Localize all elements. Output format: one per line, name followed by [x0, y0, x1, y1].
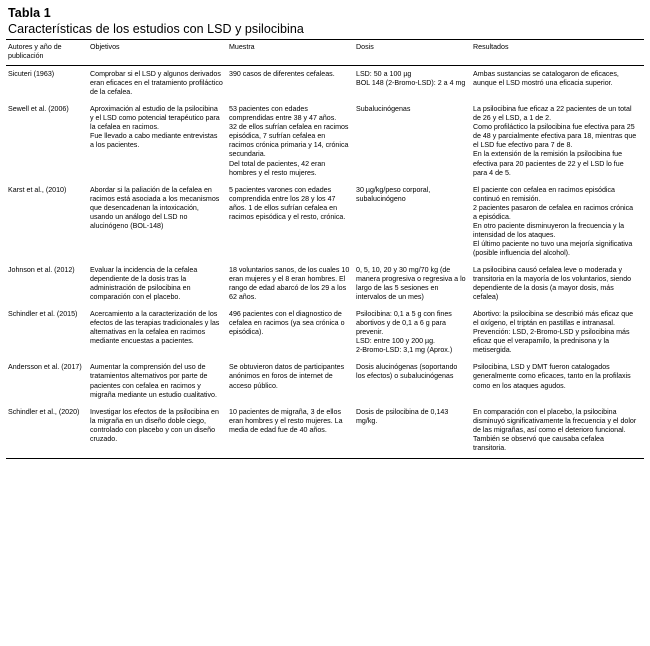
text-line: Andersson et al. (2017): [8, 363, 82, 372]
cell-objectives: [90, 101, 229, 181]
cell-results-text: [473, 70, 638, 88]
cell-results: [473, 101, 644, 181]
text-line: BOL 148 (2-Bromo-LSD): 2 a 4 mg: [356, 79, 466, 88]
text-line: 30 µg/kg/peso corporal, subalucinógeno: [356, 185, 431, 203]
cell-dose-text: [356, 186, 467, 204]
text-line: Prevención: LSD, 2-Bromo-LSD y psilocibina más eficaz que el verapamilo, la prednisona y la metisergida.: [473, 328, 630, 355]
text-line: En comparación con el placebo, la psilocibina disminuyó significativamente la frecuencia y el dolor de las migrañas, así como el deterioro funcional.: [473, 407, 637, 434]
cell-dose: [356, 66, 473, 102]
cell-results: [473, 66, 644, 102]
cell-sample: [229, 359, 356, 403]
table-row: [6, 101, 644, 181]
cell-objectives: [90, 66, 229, 102]
cell-results-text: [473, 266, 638, 302]
text-line: Del total de pacientes, 42 eran hombres y el resto mujeres.: [229, 159, 326, 177]
text-line: 2-Bromo-LSD: 3,1 mg (Aprox.): [356, 346, 453, 355]
table-row: [6, 404, 644, 459]
cell-dose: [356, 182, 473, 262]
text-line: Dosis de psilocibina de 0,143 mg/kg.: [356, 407, 449, 425]
cell-results-text: [473, 186, 638, 258]
text-line: 5 pacientes varones con edades comprendida entre los 28 y los 47 años. 1 de ellos sufrían cefalea en racimos episódica y el resto, crónica.: [229, 185, 346, 221]
text-line: Karst et al., (2010): [8, 185, 67, 194]
cell-dose: [356, 359, 473, 403]
cell-sample: [229, 306, 356, 359]
cell-authors: [6, 359, 90, 403]
cell-dose: [356, 101, 473, 181]
text-line: La psilocibina fue eficaz a 22 pacientes de un total de 26 y el LSD, a 1 de 2.: [473, 105, 632, 123]
text-line: Sicuteri (1963): [8, 70, 55, 79]
table-row: [6, 262, 644, 306]
text-line: Evaluar la incidencia de la cefalea dependiente de la dosis tras la administración de psilocibina en comparación con el placebo.: [90, 265, 198, 302]
cell-sample-text: [229, 70, 350, 79]
text-line: Fue llevado a cabo mediante entrevistas a los pacientes.: [90, 132, 218, 150]
cell-results: [473, 306, 644, 359]
cell-objectives: [90, 306, 229, 359]
cell-objectives-text: [90, 408, 223, 444]
cell-authors: [6, 306, 90, 359]
column-header-objectives: Objetivos: [90, 40, 229, 66]
text-line: Psilocibina: 0,1 a 5 g con fines abortivos y de 0,1 a 6 g para prevenir.: [356, 310, 452, 337]
column-header-dose: Dosis: [356, 40, 473, 66]
table-row: [6, 306, 644, 359]
cell-objectives-text: [90, 105, 223, 150]
cell-sample-text: [229, 266, 350, 302]
header-row: [6, 40, 644, 66]
text-line: Aproximación al estudio de la psilocibina y el LSD como potencial terapéutico para la cefalea en racimos.: [90, 105, 220, 132]
text-line: En la extensión de la remisión la psilocibina fue efectiva para 20 pacientes de 22 y el LSD lo fue para 4 de 5.: [473, 150, 624, 177]
cell-results: [473, 262, 644, 306]
cell-sample-text: [229, 105, 350, 177]
cell-sample-text: [229, 310, 350, 337]
cell-results-text: [473, 105, 638, 177]
text-line: En otro paciente disminuyeron la frecuencia y la intensidad de los ataques.: [473, 221, 625, 239]
cell-authors: [6, 262, 90, 306]
cell-authors-text: [8, 363, 84, 372]
text-line: Abordar si la paliación de la cefalea en racimos está asociada a los mecanismos que desencadenan la intoxicación, usando un análogo del LSD no alucinógeno (BOL-148): [90, 185, 220, 230]
cell-authors-text: [8, 105, 84, 114]
text-line: Abortivo: la psilocibina se describió más eficaz que el oxígeno, el triptán en pastillas e intranasal.: [473, 310, 634, 328]
text-line: Ambas sustancias se catalogaron de eficaces, aunque el LSD mostró una eficacia superior.: [473, 70, 619, 88]
table-head: [6, 40, 644, 66]
text-line: 390 casos de diferentes cefaleas.: [229, 70, 335, 79]
cell-dose-text: [356, 105, 467, 114]
text-line: Johnson et al. (2012): [8, 265, 75, 274]
cell-authors: [6, 404, 90, 459]
text-line: La psilocibina causó cefalea leve o moderada y transitoria en la mayoría de los voluntarios, siendo dependiente de la dosis (a mayor dosis, más cefalea): [473, 265, 632, 302]
bottom-rule-row: [6, 458, 644, 459]
cell-authors-text: [8, 70, 84, 79]
text-line: Comprobar si el LSD y algunos derivados eran eficaces en el tratamiento profiláctico de la cefalea.: [90, 70, 223, 97]
cell-results-text: [473, 310, 638, 355]
text-line: LSD: entre 100 y 200 µg.: [356, 337, 436, 346]
text-line: 0, 5, 10, 20 y 30 mg/70 kg (de manera progresiva o regresiva a lo largo de las 5 sesiones en intervalos de un mes): [356, 265, 466, 302]
cell-dose-text: [356, 363, 467, 381]
text-line: Como profiláctico la psilocibina fue efectiva para 25 de 48 y parcialmente efectiva para 18, mientras que el LSD fue efectivo para 7 de 8.: [473, 123, 637, 150]
cell-sample: [229, 404, 356, 459]
text-line: Aumentar la comprensión del uso de tratamientos alternativos por parte de pacientes con cefalea en racimos y migraña mediante un estudio cualitativo.: [90, 363, 217, 399]
cell-dose-text: [356, 70, 467, 88]
cell-sample: [229, 182, 356, 262]
cell-authors: [6, 66, 90, 102]
column-header-results: Resultados: [473, 40, 644, 66]
cell-authors: [6, 101, 90, 181]
text-line: Schindler et al. (2015): [8, 310, 78, 319]
cell-objectives: [90, 359, 229, 403]
column-header-sample: Muestra: [229, 40, 356, 66]
cell-dose: [356, 306, 473, 359]
text-line: El paciente con cefalea en racimos episódica continuó en remisión.: [473, 185, 615, 203]
cell-results-text: [473, 408, 638, 453]
text-line: 10 pacientes de migraña, 3 de ellos eran hombres y el resto mujeres. La media de edad fue de 40 años.: [229, 407, 343, 434]
cell-authors-text: [8, 266, 84, 275]
cell-results: [473, 404, 644, 459]
cell-authors-text: [8, 310, 84, 319]
text-line: También se observó que causaba cefalea transitoria.: [473, 434, 604, 452]
cell-sample: [229, 101, 356, 181]
cell-objectives-text: [90, 70, 223, 97]
bottom-rule: [6, 458, 644, 459]
cell-sample-text: [229, 363, 350, 390]
text-line: El último paciente no tuvo una mejoría significativa (posible influencia del alcohol).: [473, 239, 633, 257]
table-row: [6, 66, 644, 102]
cell-objectives-text: [90, 186, 223, 231]
cell-sample-text: [229, 408, 350, 435]
cell-objectives: [90, 262, 229, 306]
text-line: Se obtuvieron datos de participantes anónimos en foros de internet de acceso público.: [229, 363, 345, 390]
cell-sample: [229, 66, 356, 102]
cell-results: [473, 359, 644, 403]
cell-objectives-text: [90, 310, 223, 346]
column-header-authors: Autores y año de publicación: [6, 40, 90, 66]
cell-results-text: [473, 363, 638, 390]
cell-authors-text: [8, 186, 84, 195]
table-foot: [6, 458, 644, 459]
cell-dose-text: [356, 408, 467, 426]
studies-table: [6, 39, 644, 459]
cell-dose: [356, 262, 473, 306]
table-row: [6, 359, 644, 403]
table-body: [6, 66, 644, 459]
text-line: Psilocibina, LSD y DMT fueron catalogados generalmente como eficaces, tanto en la profilaxis como en los ataques agudos.: [473, 363, 631, 390]
text-line: 32 de ellos sufrían cefalea en racimos episódica, 7 sufrían cefalea en racimos crónica primaria y 14, crónica secundaria.: [229, 123, 349, 159]
text-line: 2 pacientes pasaron de cefalea en racimos crónica a episódica.: [473, 203, 634, 221]
text-line: Sewell et al. (2006): [8, 105, 69, 114]
cell-dose-text: [356, 310, 467, 355]
table-caption: Características de los estudios con LSD y psilocibina: [8, 22, 304, 36]
cell-objectives: [90, 404, 229, 459]
table-number: Tabla 1: [8, 6, 51, 20]
cell-objectives: [90, 182, 229, 262]
text-line: 53 pacientes con edades comprendidas entre 38 y 47 años.: [229, 105, 337, 123]
text-line: LSD: 50 a 100 µg: [356, 70, 412, 79]
cell-results: [473, 182, 644, 262]
text-line: 18 voluntarios sanos, de los cuales 10 eran mujeres y el 8 eran hombres. El rango de edad abarcó de los 29 a los 62 años.: [229, 265, 350, 302]
text-line: Dosis alucinógenas (soportando los efectos) o subalucinógenas: [356, 363, 458, 381]
cell-objectives-text: [90, 363, 223, 399]
text-line: Acercamiento a la caracterización de los efectos de las terapias tradicionales y las alternativas en la cefalea en racimos mediante encuestas a pacientes.: [90, 310, 220, 346]
text-line: Investigar los efectos de la psilocibina en la migraña en un diseño doble ciego, controlado con placebo y con un diseño cruzado.: [90, 407, 219, 443]
text-line: Schindler et al., (2020): [8, 407, 80, 416]
cell-authors-text: [8, 408, 84, 417]
cell-authors: [6, 182, 90, 262]
text-line: Subalucinógenas: [356, 105, 411, 114]
cell-sample-text: [229, 186, 350, 222]
text-line: 496 pacientes con el diagnostico de cefalea en racimos (ya sea crónica o episódica).: [229, 310, 345, 337]
cell-dose: [356, 404, 473, 459]
table-row: [6, 182, 644, 262]
cell-objectives-text: [90, 266, 223, 302]
cell-dose-text: [356, 266, 467, 302]
cell-sample: [229, 262, 356, 306]
